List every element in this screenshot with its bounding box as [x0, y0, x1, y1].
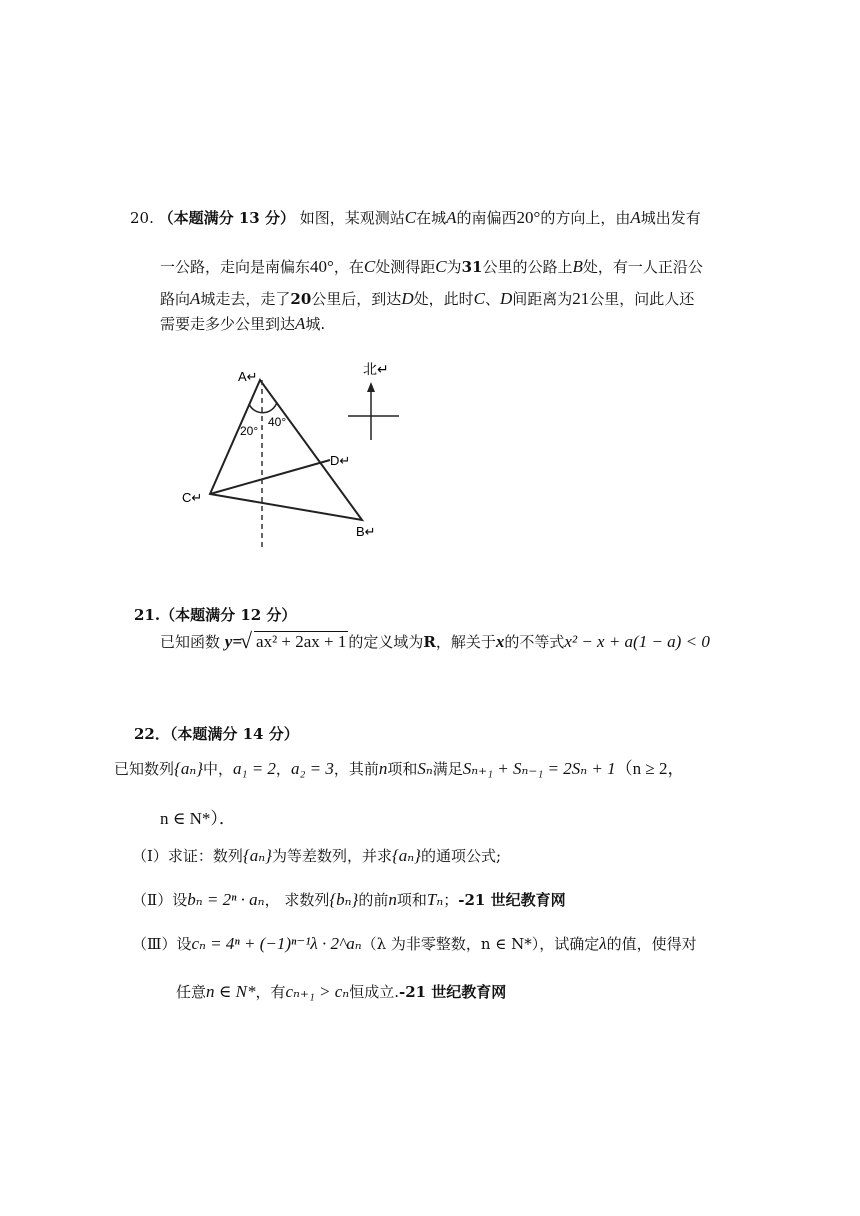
text: （Ⅲ）设 [132, 935, 192, 953]
text: ，在 [333, 258, 364, 276]
triangle-ACB [210, 380, 362, 520]
text: 城走去，走了 [200, 290, 291, 308]
text: 需要走多少公里到达 [160, 315, 296, 333]
var: D [401, 289, 414, 308]
question-20-line2 [160, 256, 703, 277]
segment-CD [210, 460, 330, 494]
inequality: cₙ₊₁ > cₙ [285, 982, 350, 1001]
formula: cₙ = 4ⁿ + (−1)ⁿ⁻¹λ · 2^aₙ [191, 934, 362, 953]
text: 的南偏西 [456, 209, 517, 227]
question-22-line2 [160, 804, 236, 829]
var: C [404, 208, 417, 227]
watermark-text: -21 世纪教育网 [398, 983, 507, 1001]
text: 任意 [176, 983, 207, 1001]
angle-value: 20° [516, 208, 541, 227]
var: n [378, 759, 388, 778]
text: 处测得距 [375, 258, 436, 276]
number: 21 [572, 289, 590, 308]
north-arrow-icon [367, 382, 375, 392]
var: A [446, 208, 457, 227]
text: 在城 [416, 209, 447, 227]
text: 的方向上，由 [540, 209, 631, 227]
var: n [388, 890, 397, 909]
text: 的定义域为 [348, 633, 424, 651]
question-22-line1 [114, 754, 684, 779]
text: ，其前 [333, 760, 379, 778]
var: B [572, 257, 583, 276]
text: 处，此时 [413, 290, 474, 308]
question-21-header [134, 604, 296, 625]
text: 路向 [160, 290, 191, 308]
sequence: {aₙ} [174, 759, 204, 778]
angle-40-label: 40° [268, 415, 287, 429]
formula: n ∈ N* [206, 982, 256, 1001]
question-22-part3-line2 [176, 981, 506, 1002]
question-number: 20. [130, 209, 154, 227]
set-R: R [423, 633, 436, 651]
text: （Ⅰ）求证：数列 [132, 847, 243, 865]
var: y= [224, 632, 243, 651]
text: ，有 [255, 983, 286, 1001]
text: 如图，某观测站 [299, 209, 405, 227]
label-B: B↵ [356, 524, 376, 539]
text: 中， [203, 760, 234, 778]
question-20-line1 [130, 207, 701, 228]
text: 公里，问此人还 [589, 290, 695, 308]
var: A [295, 314, 306, 333]
question-22-header [134, 723, 299, 744]
text: 城. [305, 315, 326, 333]
question-21-body [160, 631, 710, 652]
var: C [435, 257, 447, 276]
text: 间距离为 [512, 290, 573, 308]
text: 已知函数 [160, 633, 221, 651]
question-20-line3 [160, 288, 694, 309]
text: 恒成立. [349, 983, 399, 1001]
question-header: 22．（本题满分 14 分） [134, 725, 299, 743]
sequence: {aₙ} [242, 846, 272, 865]
angle-value: 40° [310, 257, 334, 276]
sequence: {aₙ} [391, 846, 421, 865]
text: 的值，使得对 [606, 935, 697, 953]
text: 已知数列 [114, 760, 175, 778]
text: 、 [484, 290, 500, 308]
text: 为 [446, 258, 462, 276]
sqrt-expression [242, 632, 348, 652]
var: D [499, 289, 513, 308]
text: 为等差数列，并求 [271, 847, 392, 865]
question-score: （本题满分 13 分） [158, 209, 295, 227]
text: 满足 [432, 760, 463, 778]
number: 20 [290, 290, 312, 308]
question-22-part2 [132, 889, 566, 910]
angle-arc [249, 402, 277, 413]
condition: （n ≥ 2， [615, 759, 685, 778]
formula: bₙ = 2ⁿ · aₙ [187, 890, 265, 909]
text: 一公路，走向是南偏东 [160, 258, 311, 276]
question-20-line4 [160, 313, 325, 334]
inequality: x² − x + a(1 − a) < 0 [564, 632, 710, 651]
sequence: {bₙ} [329, 890, 359, 909]
number: 31 [461, 258, 483, 276]
formula: a₁ = 2 [233, 759, 276, 778]
var: Sₙ [417, 759, 433, 778]
question-22-part1 [132, 845, 501, 866]
var: A [190, 289, 201, 308]
north-label: 北↵ [363, 361, 389, 377]
label-D: D↵ [330, 453, 351, 468]
condition: n ∈ N*）． [160, 809, 236, 828]
watermark-text: -21 世纪教育网 [458, 891, 566, 909]
text: （λ 为非零整数，n ∈ N*），试确定 [361, 935, 600, 953]
text: ，解关于 [435, 633, 496, 651]
triangle-figure [170, 352, 430, 552]
text: ， 求数列 [264, 891, 330, 909]
text: ， [275, 760, 291, 778]
var: A [630, 208, 641, 227]
text: 项和 [387, 760, 418, 778]
formula: Sₙ₊₁ + Sₙ₋₁ = 2Sₙ + 1 [462, 759, 616, 778]
question-22-part3 [132, 933, 697, 954]
label-A: A↵ [238, 369, 258, 384]
question-header: 21.（本题满分 12 分） [134, 606, 297, 624]
angle-20-label: 20° [240, 424, 259, 438]
formula: a₂ = 3 [290, 759, 334, 778]
var: x [495, 632, 505, 651]
label-C: C↵ [182, 490, 203, 505]
radicand: ax² + 2ax + 1 [256, 632, 347, 651]
text: 公里的公路上 [482, 258, 573, 276]
var: C [363, 257, 376, 276]
var: C [473, 289, 485, 308]
text: 城出发有 [640, 209, 701, 227]
text: 项和 [396, 891, 427, 909]
text: 处，有一人正沿公 [582, 258, 703, 276]
text: ； [443, 891, 459, 909]
text: （Ⅱ）设 [132, 891, 188, 909]
text: 的前 [358, 891, 389, 909]
text: 的不等式 [504, 633, 565, 651]
var: Tₙ [426, 890, 444, 909]
text: 的通项公式; [420, 847, 502, 865]
text: 公里后，到达 [311, 290, 402, 308]
var: λ [599, 934, 607, 953]
